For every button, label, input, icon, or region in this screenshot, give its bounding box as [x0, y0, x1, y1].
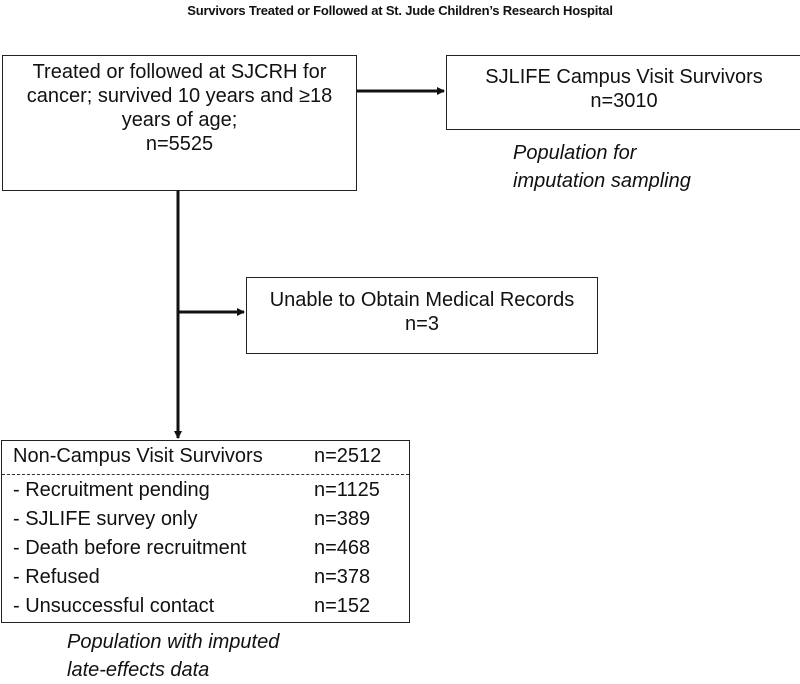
campus-visit-label: SJLIFE Campus Visit Survivors [485, 66, 763, 88]
breakdown-row [2, 534, 409, 563]
non-campus-label: Non-Campus Visit Survivors [13, 445, 263, 467]
breakdown-label: - SJLIFE survey only [13, 508, 198, 530]
non-campus-caption-line-1: Population with imputed [67, 631, 280, 653]
non-campus-caption [67, 628, 279, 684]
campus-caption-line-1: Population for [513, 142, 637, 164]
campus-visit-caption [513, 139, 691, 195]
eligible-line-3: years of age; [121, 109, 238, 131]
diagram-title: Survivors Treated or Followed at St. Jude Children’s Research Hospital [187, 3, 613, 18]
non-campus-box [1, 440, 410, 623]
breakdown-value: n=1125 [314, 479, 380, 501]
non-campus-count: n=2512 [314, 445, 382, 467]
breakdown-value: n=468 [314, 537, 371, 559]
campus-visit-count: n=3010 [590, 90, 658, 112]
no-records-count: n=3 [405, 313, 439, 335]
non-campus-caption-line-2: late-effects data [67, 659, 210, 681]
eligible-count: n=5525 [145, 133, 214, 155]
campus-caption-line-2: imputation sampling [513, 170, 691, 192]
breakdown-value: n=389 [314, 508, 371, 530]
no-records-box [246, 277, 598, 354]
no-records-label: Unable to Obtain Medical Records [269, 289, 575, 311]
breakdown-label: - Unsuccessful contact [13, 595, 215, 617]
non-campus-header [2, 441, 409, 475]
breakdown-label: - Death before recruitment [13, 537, 247, 559]
breakdown-value: n=152 [314, 595, 371, 617]
breakdown-row [2, 592, 409, 621]
breakdown-row [2, 476, 409, 505]
campus-visit-box [446, 55, 800, 130]
breakdown-value: n=378 [314, 566, 371, 588]
breakdown-label: - Refused [13, 566, 100, 588]
eligible-line-2: cancer; survived 10 years and ≥18 [26, 85, 333, 107]
eligible-line-1: Treated or followed at SJCRH for [32, 61, 327, 83]
breakdown-label: - Recruitment pending [13, 479, 210, 501]
breakdown-row [2, 505, 409, 534]
breakdown-row [2, 563, 409, 592]
eligible-survivors-box [2, 55, 357, 191]
